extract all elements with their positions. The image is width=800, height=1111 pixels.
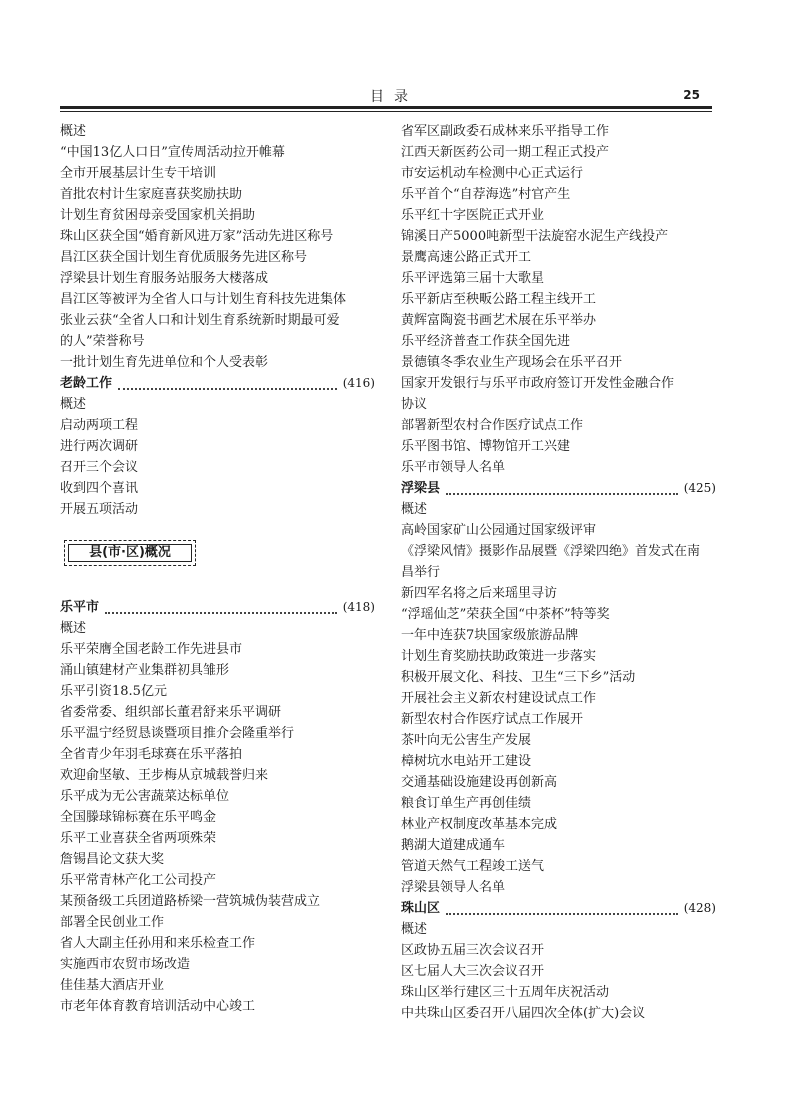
toc-entry[interactable]: 《浮梁风情》摄影作品展暨《浮梁四绝》首发式在南 xyxy=(401,544,701,559)
toc-entry[interactable]: 珠山区获全国“婚育新风进万家”活动先进区称号 xyxy=(60,229,334,244)
left-column xyxy=(60,121,375,1017)
toc-entry[interactable]: 乐平市领导人名单 xyxy=(401,460,506,475)
toc-entry[interactable]: 詹锡昌论文获大奖 xyxy=(60,852,165,867)
toc-entry[interactable]: 乐平引资18.5亿元 xyxy=(60,684,167,699)
toc-heading-page: (416) xyxy=(342,376,375,390)
toc-entry[interactable]: 省军区副政委石成林来乐平指导工作 xyxy=(401,124,610,139)
toc-entry[interactable]: 启动两项工程 xyxy=(60,418,139,433)
toc-entry[interactable]: 锦溪日产5000吨新型干法旋窑水泥生产线投产 xyxy=(401,229,669,244)
toc-entry[interactable]: 部署全民创业工作 xyxy=(60,915,165,930)
right-column xyxy=(401,121,716,1024)
toc-heading-page: (425) xyxy=(683,481,716,495)
toc-entry[interactable]: 召开三个会议 xyxy=(60,460,139,475)
toc-heading-zhushan[interactable] xyxy=(401,898,716,919)
toc-entry[interactable]: 一批计划生育先进单位和个人受表彰 xyxy=(60,355,269,370)
dot-leader xyxy=(446,482,678,495)
toc-entry[interactable]: 乐平图书馆、博物馆开工兴建 xyxy=(401,439,571,454)
right-list-2 xyxy=(401,499,716,898)
toc-entry[interactable]: 部署新型农村合作医疗试点工作 xyxy=(401,418,584,433)
toc-heading-leping[interactable] xyxy=(60,597,375,618)
toc-entry[interactable]: 乐平评选第三届十大歌星 xyxy=(401,271,545,286)
toc-heading-page: (428) xyxy=(683,901,716,915)
toc-entry[interactable]: 昌江区获全国计划生育优质服务先进区称号 xyxy=(60,250,308,265)
toc-entry[interactable]: 区七届人大三次会议召开 xyxy=(401,964,545,979)
toc-entry[interactable]: 概述 xyxy=(60,621,87,636)
toc-entry[interactable]: 计划生育奖励扶助政策进一步落实 xyxy=(401,649,597,664)
toc-entry[interactable]: 省委常委、组织部长董君舒来乐平调研 xyxy=(60,705,282,720)
toc-entry[interactable]: 市安运机动车检测中心正式运行 xyxy=(401,166,584,181)
dot-leader xyxy=(118,377,337,390)
toc-heading-title: 浮梁县 xyxy=(401,481,441,496)
header-title: 目录 xyxy=(370,89,418,105)
toc-entry[interactable]: 景鹰高速公路正式开工 xyxy=(401,250,532,265)
toc-entry[interactable]: 实施西市农贸市场改造 xyxy=(60,957,191,972)
page-number: 25 xyxy=(683,88,700,102)
toc-entry[interactable]: 景德镇冬季农业生产现场会在乐平召开 xyxy=(401,355,623,370)
right-list-1 xyxy=(401,121,716,478)
left-list-3 xyxy=(60,618,375,1017)
toc-entry[interactable]: 概述 xyxy=(401,922,428,937)
toc-entry[interactable]: 计划生育贫困母亲受国家机关捐助 xyxy=(60,208,256,223)
toc-entry[interactable]: 乐平新店至秧畈公路工程主线开工 xyxy=(401,292,597,307)
toc-entry[interactable]: 首批农村计生家庭喜获奖励扶助 xyxy=(60,187,243,202)
right-list-3 xyxy=(401,919,716,1024)
toc-entry[interactable]: 樟树坑水电站开工建设 xyxy=(401,754,532,769)
toc-entry[interactable]: 黄辉富陶瓷书画艺术展在乐平举办 xyxy=(401,313,597,328)
toc-entry[interactable]: 省人大副主任孙用和来乐检查工作 xyxy=(60,936,256,951)
toc-entry[interactable]: 全省青少年羽毛球赛在乐平落拍 xyxy=(60,747,243,762)
toc-entry[interactable]: 开展社会主义新农村建设试点工作 xyxy=(401,691,597,706)
running-header xyxy=(60,86,710,108)
toc-entry[interactable]: 管道天然气工程竣工送气 xyxy=(401,859,545,874)
toc-entry[interactable]: 交通基础设施建设再创新高 xyxy=(401,775,558,790)
toc-heading-title: 乐平市 xyxy=(60,600,100,615)
toc-entry[interactable]: 开展五项活动 xyxy=(60,502,139,517)
toc-entry[interactable]: 涌山镇建材产业集群初具雏形 xyxy=(60,663,230,678)
toc-entry[interactable]: 欢迎俞坚敏、王步梅从京城载誉归来 xyxy=(60,768,269,783)
toc-entry[interactable]: 昌江区等被评为全省人口与计划生育科技先进集体 xyxy=(60,292,347,307)
toc-entry[interactable]: 区政协五届三次会议召开 xyxy=(401,943,545,958)
toc-entry[interactable]: 昌举行 xyxy=(401,565,441,580)
toc-heading-title: 珠山区 xyxy=(401,901,441,916)
toc-entry[interactable]: 粮食订单生产再创佳绩 xyxy=(401,796,532,811)
toc-entry[interactable]: 佳佳基大酒店开业 xyxy=(60,978,165,993)
header-rule-thin xyxy=(60,111,712,112)
toc-entry[interactable]: 鹅湖大道建成通车 xyxy=(401,838,506,853)
toc-entry[interactable]: 概述 xyxy=(60,397,87,412)
section-banner-label: 县(市·区)概况 xyxy=(68,544,192,562)
section-banner xyxy=(64,540,196,566)
header-rule-thick xyxy=(60,106,712,109)
toc-entry[interactable]: 新四军名将之后来瑶里寻访 xyxy=(401,586,558,601)
toc-entry[interactable]: 乐平首个“自荐海选”村官产生 xyxy=(401,187,571,202)
toc-entry[interactable]: “中国13亿人口日”宣传周活动拉开帷幕 xyxy=(60,145,285,160)
toc-entry[interactable]: 中共珠山区委召开八届四次全体(扩大)会议 xyxy=(401,1006,646,1021)
toc-heading-fuliang[interactable] xyxy=(401,478,716,499)
toc-entry[interactable]: 收到四个喜讯 xyxy=(60,481,139,496)
toc-entry[interactable]: 新型农村合作医疗试点工作展开 xyxy=(401,712,584,727)
toc-heading-laoling[interactable] xyxy=(60,373,375,394)
toc-entry[interactable]: 乐平温宁经贸恳谈暨项目推介会隆重举行 xyxy=(60,726,295,741)
left-list-1 xyxy=(60,121,375,373)
toc-entry[interactable]: 某预备级工兵团道路桥梁一营筑城伪装营成立 xyxy=(60,894,321,909)
toc-entry[interactable]: 概述 xyxy=(60,124,87,139)
toc-entry[interactable]: 茶叶向无公害生产发展 xyxy=(401,733,532,748)
toc-entry[interactable]: 积极开展文化、科技、卫生“三下乡”活动 xyxy=(401,670,636,685)
toc-entry[interactable]: 一年中连获7块国家级旅游品牌 xyxy=(401,628,579,643)
toc-entry[interactable]: 乐平成为无公害蔬菜达标单位 xyxy=(60,789,230,804)
toc-heading-page: (418) xyxy=(342,600,375,614)
toc-entry[interactable]: 国家开发银行与乐平市政府签订开发性金融合作 xyxy=(401,376,675,391)
left-list-2 xyxy=(60,394,375,520)
toc-entry[interactable]: 全市开展基层计生专干培训 xyxy=(60,166,217,181)
toc-entry[interactable]: 的人”荣誉称号 xyxy=(60,334,145,349)
toc-entry[interactable]: “浮瑶仙芝”荣获全国“中茶杯”特等奖 xyxy=(401,607,610,622)
toc-entry[interactable]: 张业云获“全省人口和计划生育系统新时期最可爱 xyxy=(60,313,340,328)
toc-entry[interactable]: 市老年体育教育培训活动中心竣工 xyxy=(60,999,256,1014)
toc-entry[interactable]: 林业产权制度改革基本完成 xyxy=(401,817,558,832)
dot-leader xyxy=(446,902,678,915)
toc-entry[interactable]: 乐平工业喜获全省两项殊荣 xyxy=(60,831,217,846)
toc-entry[interactable]: 进行两次调研 xyxy=(60,439,139,454)
toc-entry[interactable]: 浮梁县计划生育服务站服务大楼落成 xyxy=(60,271,269,286)
toc-heading-title: 老龄工作 xyxy=(60,376,113,391)
toc-entry[interactable]: 全国滕球锦标赛在乐平鸣金 xyxy=(60,810,217,825)
toc-entry[interactable]: 协议 xyxy=(401,397,428,412)
dot-leader xyxy=(105,601,337,614)
toc-entry[interactable]: 乐平经济普查工作获全国先进 xyxy=(401,334,571,349)
toc-entry[interactable]: 概述 xyxy=(401,502,428,517)
toc-entry[interactable]: 浮梁县领导人名单 xyxy=(401,880,506,895)
toc-entry[interactable]: 珠山区举行建区三十五周年庆祝活动 xyxy=(401,985,610,1000)
toc-entry[interactable]: 高岭国家矿山公园通过国家级评审 xyxy=(401,523,597,538)
toc-entry[interactable]: 乐平荣膺全国老龄工作先进县市 xyxy=(60,642,243,657)
toc-entry[interactable]: 乐平红十字医院正式开业 xyxy=(401,208,545,223)
toc-entry[interactable]: 江西天新医药公司一期工程正式投产 xyxy=(401,145,610,160)
toc-entry[interactable]: 乐平常青林产化工公司投产 xyxy=(60,873,217,888)
